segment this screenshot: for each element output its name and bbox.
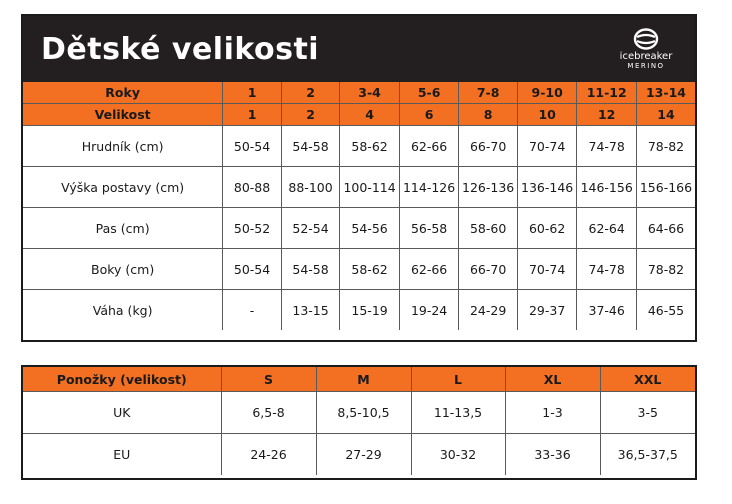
table-cell: 13-14: [636, 82, 695, 104]
table-cell: 58-60: [459, 208, 518, 249]
table-cell: 64-66: [636, 208, 695, 249]
page-title: Dětské velikosti: [41, 32, 320, 67]
table-cell: 126-136: [459, 167, 518, 208]
table-cell: 24-29: [459, 290, 518, 331]
table-cell: 56-58: [399, 208, 459, 249]
table-row: [23, 126, 695, 167]
table-cell: 88-100: [281, 167, 340, 208]
row-label: UK: [23, 392, 221, 434]
table-cell: 11-13,5: [411, 392, 505, 434]
brand-logo: [611, 28, 681, 70]
socks-size-table: [23, 367, 695, 475]
table-cell: 3-4: [340, 82, 400, 104]
table-cell: XL: [505, 367, 600, 392]
row-label: Výška postavy (cm): [23, 167, 223, 208]
table-cell: 8: [459, 104, 518, 126]
table-cell: 15-19: [340, 290, 400, 331]
table-cell: 13-15: [281, 290, 340, 331]
logo-sub-text: MERINO: [627, 62, 665, 70]
table-cell: 6,5-8: [221, 392, 316, 434]
table-cell: 19-24: [399, 290, 459, 331]
table-cell: 60-62: [517, 208, 577, 249]
row-label: Boky (cm): [23, 249, 223, 290]
table-row: [23, 208, 695, 249]
table-cell: 6: [399, 104, 459, 126]
table-row: [23, 167, 695, 208]
table-cell: 7-8: [459, 82, 518, 104]
table-cell: 62-66: [399, 249, 459, 290]
table-cell: 46-55: [636, 290, 695, 331]
table-cell: -: [223, 290, 282, 331]
socks-size-chart: [21, 365, 697, 480]
header-row: [23, 104, 695, 126]
table-cell: 66-70: [459, 126, 518, 167]
table-cell: XXL: [600, 367, 695, 392]
table-row: [23, 434, 695, 476]
kids-size-table: [23, 82, 695, 330]
table-cell: 78-82: [636, 126, 695, 167]
table-cell: M: [316, 367, 411, 392]
table-cell: 136-146: [517, 167, 577, 208]
table-cell: 8,5-10,5: [316, 392, 411, 434]
table-cell: 114-126: [399, 167, 459, 208]
table-row: [23, 392, 695, 434]
kids-size-chart: [21, 14, 697, 342]
row-label: Pas (cm): [23, 208, 223, 249]
table-cell: 50-54: [223, 126, 282, 167]
table-cell: 3-5: [600, 392, 695, 434]
table-cell: 36,5-37,5: [600, 434, 695, 476]
table-cell: 24-26: [221, 434, 316, 476]
row-label: Velikost: [23, 104, 223, 126]
table-cell: 9-10: [517, 82, 577, 104]
table-cell: 80-88: [223, 167, 282, 208]
table-cell: 33-36: [505, 434, 600, 476]
row-label: Hrudník (cm): [23, 126, 223, 167]
table-cell: 2: [281, 82, 340, 104]
table-cell: 78-82: [636, 249, 695, 290]
table-cell: 50-54: [223, 249, 282, 290]
table-cell: 27-29: [316, 434, 411, 476]
table-cell: S: [221, 367, 316, 392]
table-cell: 37-46: [577, 290, 637, 331]
row-label: Váha (kg): [23, 290, 223, 331]
row-label: EU: [23, 434, 221, 476]
table-cell: 29-37: [517, 290, 577, 331]
table-cell: 54-56: [340, 208, 400, 249]
table-cell: 54-58: [281, 249, 340, 290]
table-cell: 58-62: [340, 249, 400, 290]
table-row: [23, 290, 695, 331]
table-cell: L: [411, 367, 505, 392]
table-cell: 5-6: [399, 82, 459, 104]
table-cell: 62-66: [399, 126, 459, 167]
table-cell: 1: [223, 82, 282, 104]
icebreaker-logo-icon: [633, 28, 659, 50]
table-cell: 70-74: [517, 249, 577, 290]
table-cell: 100-114: [340, 167, 400, 208]
table-cell: 12: [577, 104, 637, 126]
logo-brand-text: icebreaker: [619, 51, 673, 62]
table-cell: 74-78: [577, 126, 637, 167]
table-cell: 14: [636, 104, 695, 126]
table-cell: 4: [340, 104, 400, 126]
table-cell: 54-58: [281, 126, 340, 167]
table-cell: 2: [281, 104, 340, 126]
table-cell: 70-74: [517, 126, 577, 167]
table-cell: 66-70: [459, 249, 518, 290]
table-cell: 62-64: [577, 208, 637, 249]
table-cell: 1-3: [505, 392, 600, 434]
header-row: [23, 82, 695, 104]
table-cell: 1: [223, 104, 282, 126]
table-cell: 58-62: [340, 126, 400, 167]
table-cell: 74-78: [577, 249, 637, 290]
table-row: [23, 249, 695, 290]
row-label: Ponožky (velikost): [23, 367, 221, 392]
table-cell: 11-12: [577, 82, 637, 104]
table-cell: 146-156: [577, 167, 637, 208]
table-cell: 156-166: [636, 167, 695, 208]
chart-header: [23, 16, 695, 82]
header-row: [23, 367, 695, 392]
table-cell: 10: [517, 104, 577, 126]
row-label: Roky: [23, 82, 223, 104]
table-cell: 52-54: [281, 208, 340, 249]
table-cell: 30-32: [411, 434, 505, 476]
table-cell: 50-52: [223, 208, 282, 249]
